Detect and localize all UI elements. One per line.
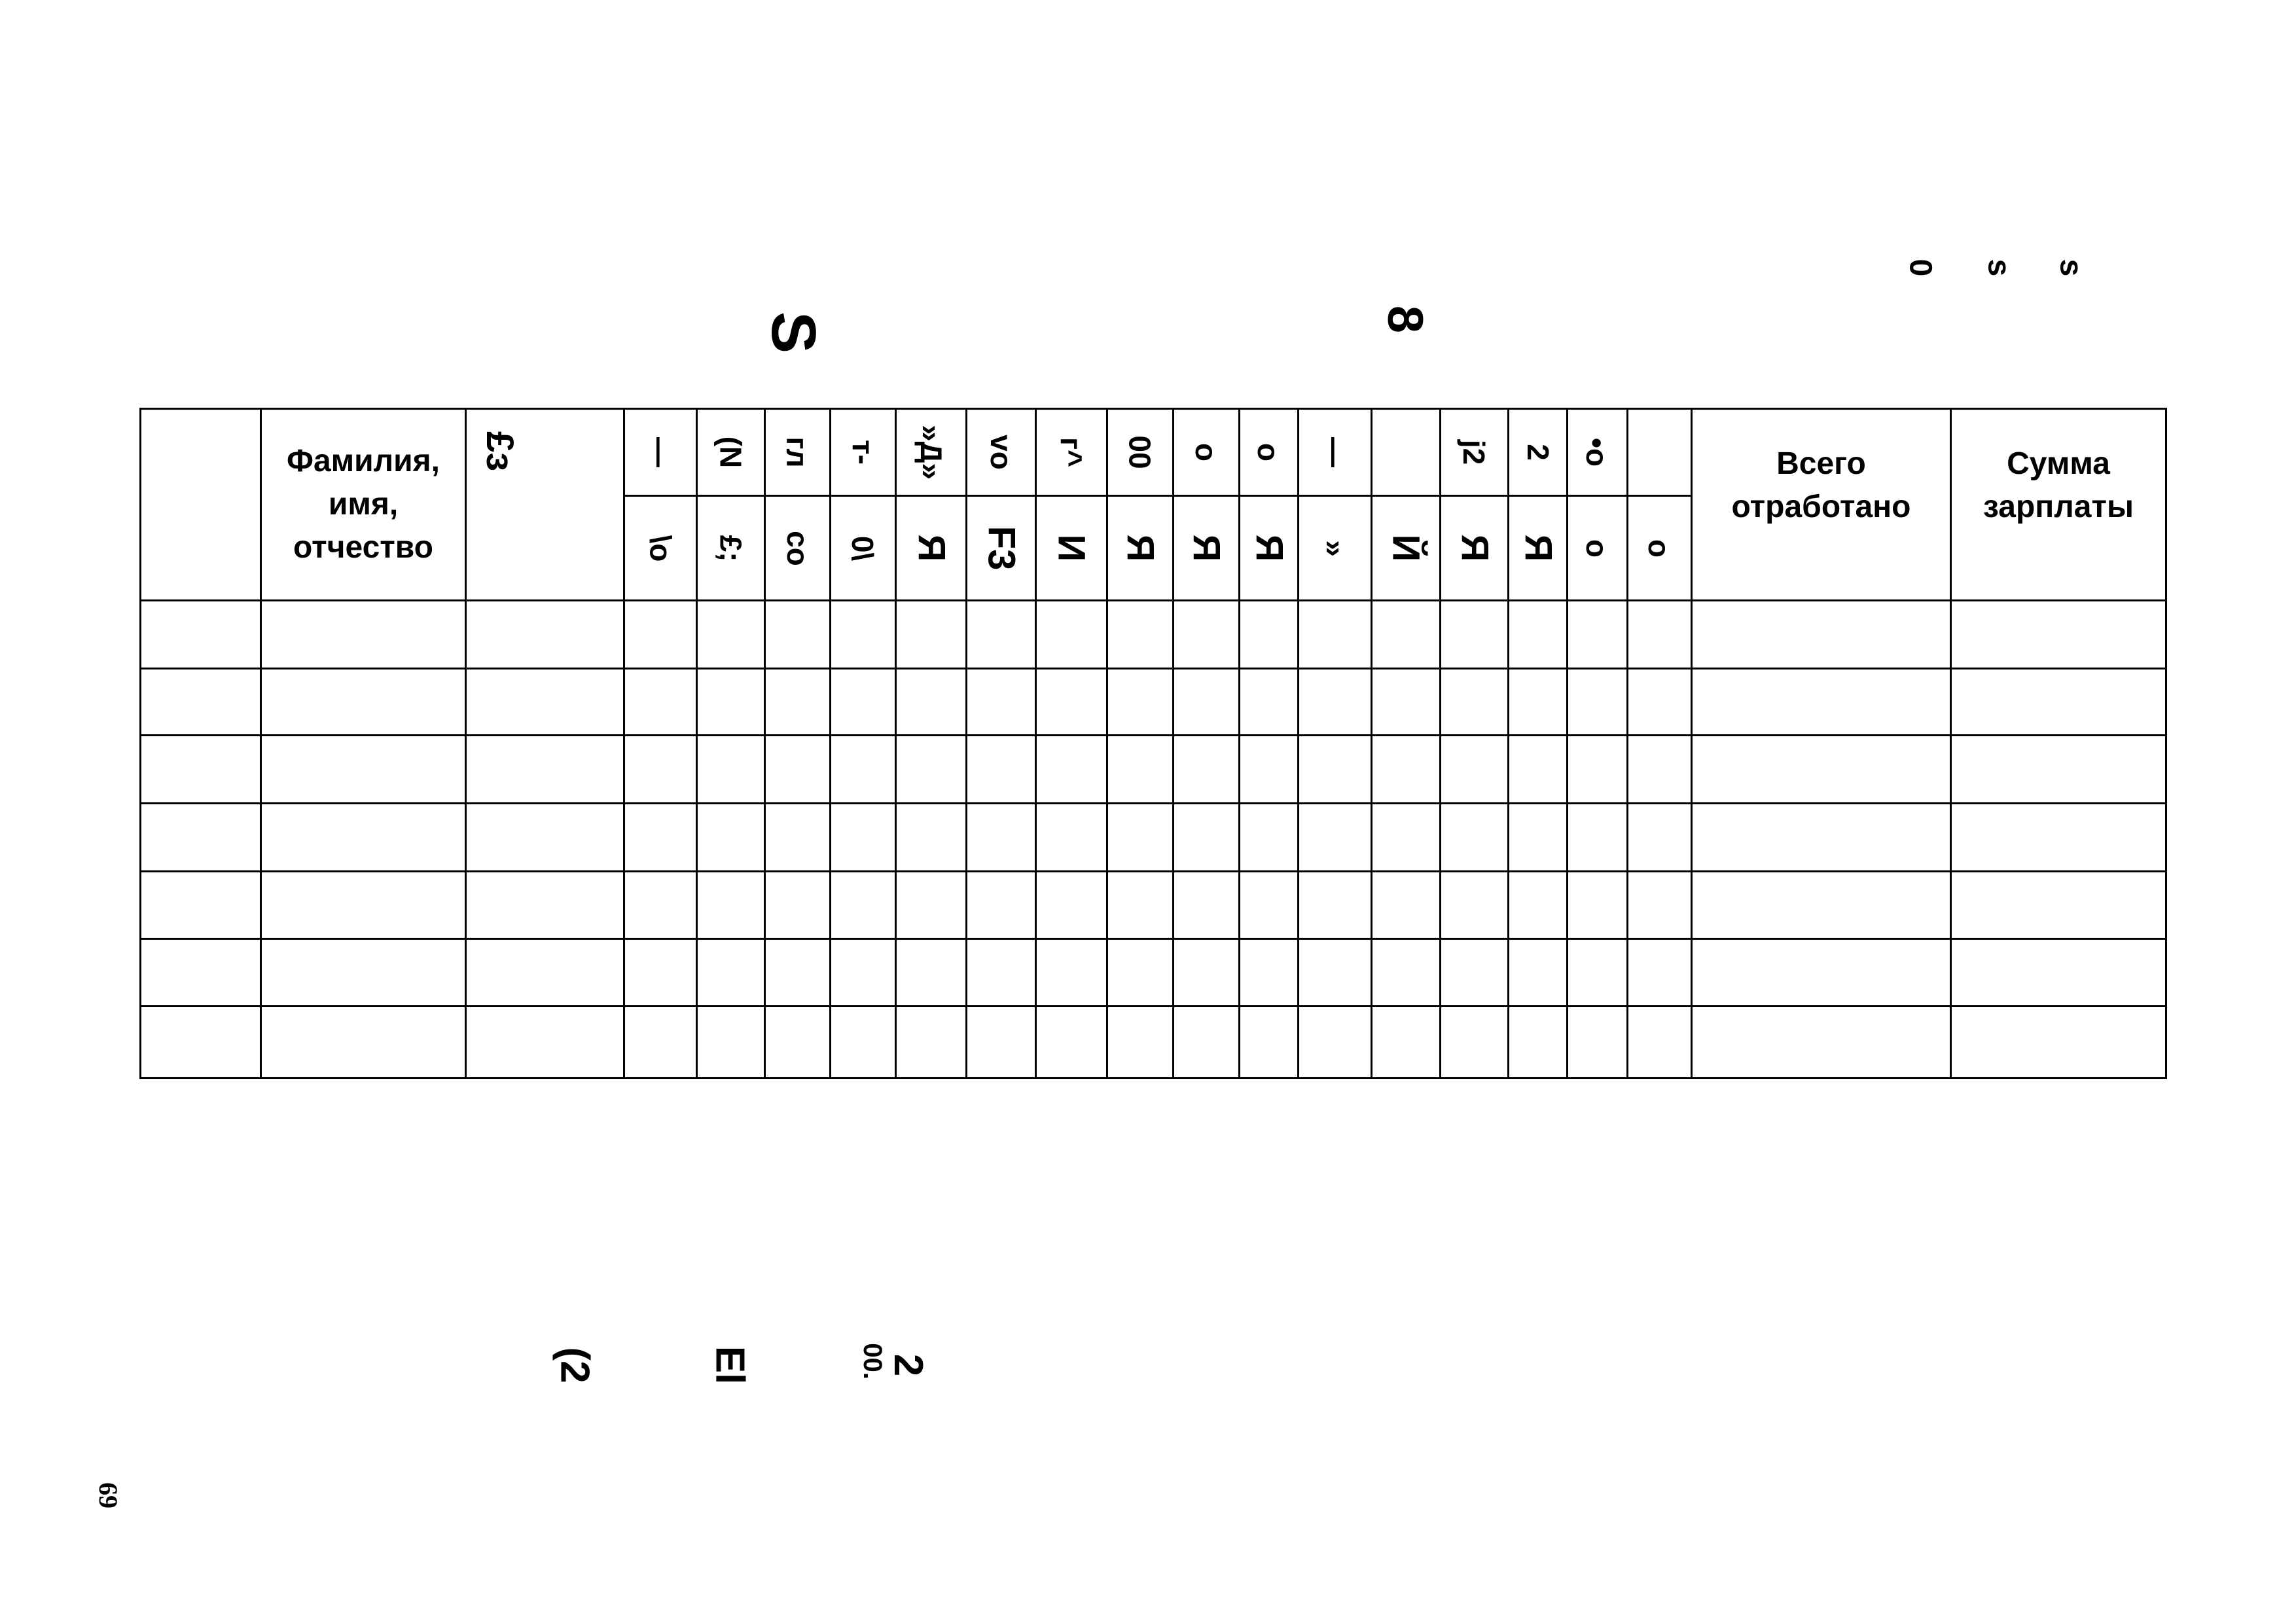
salary-header: Сумма зарплаты <box>1983 446 2134 524</box>
bottom-mark-el: El <box>707 1346 753 1385</box>
top-mark-0: 0 <box>1903 259 1938 277</box>
day-header-top: vo <box>967 409 1036 496</box>
day-header-top: т- <box>831 409 896 496</box>
table-row <box>141 804 2166 872</box>
day-header-bottom: Я <box>1441 496 1509 601</box>
day-header-top: »Д» <box>896 409 967 496</box>
top-mark-s2: s <box>2053 259 2089 277</box>
day-header-top: 2 <box>1509 409 1568 496</box>
day-header-top: — <box>1299 409 1372 496</box>
day-header-bottom: о <box>1568 496 1628 601</box>
table-row <box>141 1007 2166 1079</box>
bottom-mark-2b: 2 <box>886 1353 931 1377</box>
timesheet-table <box>139 408 2167 1079</box>
top-mark-s: S <box>759 311 829 354</box>
day-header-top <box>1372 409 1441 496</box>
day-header-top: j2 <box>1441 409 1509 496</box>
day-header-bottom: Я <box>1107 496 1174 601</box>
day-header-top: о <box>1240 409 1299 496</box>
name-header-cell <box>261 409 466 601</box>
day-header-top: о <box>1174 409 1240 496</box>
header-row-top <box>141 409 2166 496</box>
name-header: Фамилия, имя, отчество <box>286 444 440 565</box>
top-mark-8: 8 <box>1377 305 1433 334</box>
day-header-bottom: » <box>1299 496 1372 601</box>
table-row <box>141 736 2166 804</box>
top-mark-s1: s <box>1981 259 2017 277</box>
bottom-mark-2a: (2 <box>552 1347 598 1383</box>
day-header-bottom: Я <box>896 496 967 601</box>
table-row <box>141 601 2166 669</box>
day-header-top: (N <box>697 409 765 496</box>
day-header-bottom: \о <box>624 496 697 601</box>
day-header-bottom: 0\ <box>831 496 896 601</box>
salary-header-cell <box>1951 409 2166 601</box>
total-header: Всего отработано <box>1731 446 1911 524</box>
day-header-top <box>1628 409 1692 496</box>
day-header-top: г^ <box>1036 409 1107 496</box>
day-header-top: 00 <box>1107 409 1174 496</box>
day-header-top: — <box>624 409 697 496</box>
day-header-bottom: Я <box>1174 496 1240 601</box>
day-header-bottom: И <box>1036 496 1107 601</box>
table-row <box>141 669 2166 736</box>
day-header-bottom: Я <box>1509 496 1568 601</box>
table-row <box>141 872 2166 939</box>
page-number: 69 <box>94 1482 123 1508</box>
day-header-bottom: £; <box>697 496 765 601</box>
day-header-bottom: F3 <box>967 496 1036 601</box>
number-header-cell <box>141 409 261 601</box>
total-header-cell <box>1692 409 1951 601</box>
day-header-bottom: о <box>1628 496 1692 601</box>
rotated-header-cell <box>466 409 624 601</box>
day-header-bottom: Й <box>1372 496 1441 601</box>
bottom-mark-00: 00. <box>857 1343 887 1380</box>
day-header-bottom: Я <box>1240 496 1299 601</box>
day-header-bottom: со <box>765 496 831 601</box>
rotated-header: £з <box>478 431 522 472</box>
table-row <box>141 939 2166 1007</box>
day-header-top: •о <box>1568 409 1628 496</box>
day-header-top: гл <box>765 409 831 496</box>
